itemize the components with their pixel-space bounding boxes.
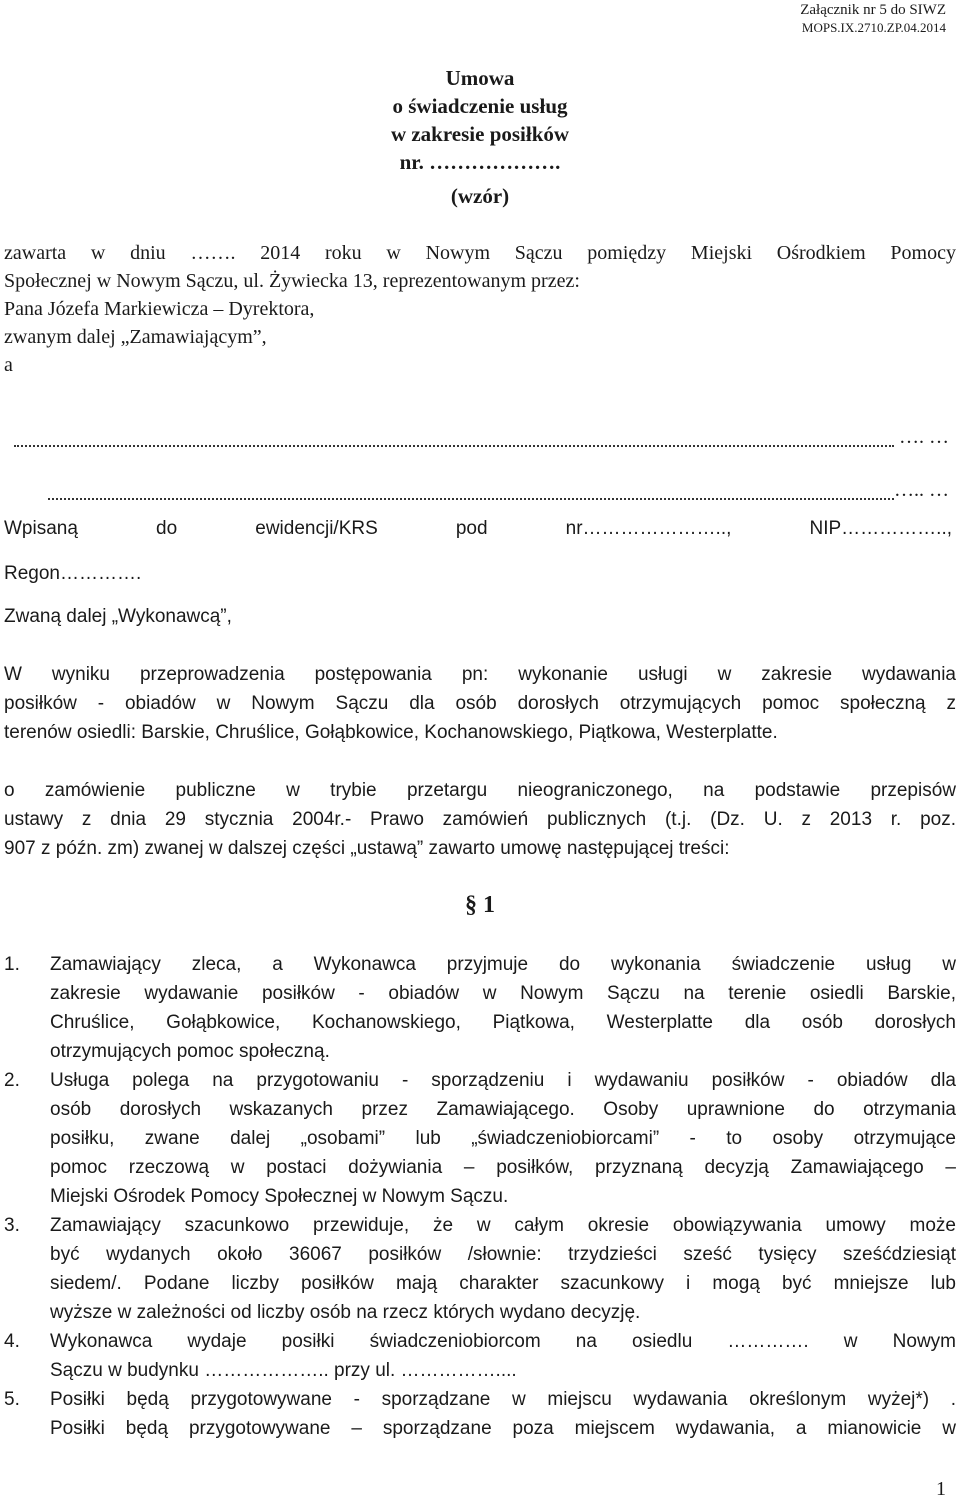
clause-line: Posiłki będą przygotowywane – sporządzane poza miejscem wydawania, a mianowicie w bbox=[50, 1418, 956, 1439]
intro-line: W wyniku przeprowadzenia postępowania pn: wykonanie usługi w zakresie wydawania bbox=[4, 664, 956, 685]
intro-line: posiłków - obiadów w Nowym Sączu dla osób dorosłych otrzymujących pomoc społeczną z bbox=[4, 693, 956, 714]
clause-line: otrzymujących pomoc społeczną. bbox=[50, 1041, 330, 1062]
title-line: (wzór) bbox=[450, 184, 510, 208]
attachment-label bbox=[800, 2, 946, 36]
parties-block bbox=[4, 239, 956, 379]
clause-line: Sączu w budynku ……………….. przy ul. …………….... bbox=[50, 1360, 517, 1381]
clause-line: wyższe w zależności od liczby osób na rzecz których wydano decyzję. bbox=[50, 1302, 641, 1323]
clause-line: Wykonawca wydaje posiłki świadczeniobiorcom na osiedlu …………. w Nowym bbox=[50, 1331, 956, 1352]
procurement-line: 907 z późn. zm) zwanej w dalszej części „ustawą” zawarto umowę następującej treści: bbox=[4, 838, 730, 859]
clause-line: Usługa polega na przygotowaniu - sporządzeniu i wydawaniu posiłków - obiadów dla bbox=[50, 1070, 956, 1091]
clause-line: Miejski Ośrodek Pomocy Społecznej w Nowym Sączu. bbox=[50, 1186, 509, 1207]
dotted-fill bbox=[48, 498, 894, 500]
contractor-definition: Zwaną dalej „Wykonawcą”, bbox=[4, 606, 232, 627]
clause-number: 2. bbox=[4, 1070, 20, 1091]
clause-line: Zamawiający szacunkowo przewiduje, że w całym okresie obowiązywania umowy może bbox=[50, 1215, 956, 1236]
clause-line: Zamawiający zleca, a Wykonawca przyjmuje do wykonania świadczenie usług w bbox=[50, 954, 956, 975]
clause-number: 3. bbox=[4, 1215, 20, 1236]
procurement-line: o zamówienie publiczne w trybie przetargu nieograniczonego, na podstawie przepisów bbox=[4, 780, 956, 801]
parties-line: a bbox=[4, 354, 13, 376]
contractor-blank-line bbox=[4, 426, 949, 454]
parties-line: Pana Józefa Markiewicza – Dyrektora, bbox=[4, 298, 315, 320]
clause-line: osób dorosłych wskazanych przez Zamawiającego. Osoby uprawnione do otrzymania bbox=[50, 1099, 956, 1120]
title-line: Umowa bbox=[445, 66, 515, 90]
clause-line: być wydanych około 36067 posiłków /słownie: trzydzieści sześć tysięcy sześćdziesiąt bbox=[50, 1244, 956, 1265]
parties-line: zawarta w dniu ……. 2014 roku w Nowym Sączu pomiędzy Miejski Ośrodkiem Pomocy bbox=[4, 242, 956, 264]
title-line: nr. ………………. bbox=[399, 150, 561, 174]
intro-paragraph bbox=[4, 660, 956, 747]
clause-line: zakresie wydawanie posiłków - obiadów w Nowym Sączu na terenie osiedli Barskie, bbox=[50, 983, 956, 1004]
blank-tail: …. … bbox=[899, 426, 949, 448]
clause-line: posiłku, zwane dalej „osobami” lub „świadczeniobiorcami” - to osoby otrzymujące bbox=[50, 1128, 956, 1149]
procurement-paragraph bbox=[4, 776, 956, 863]
procurement-line: ustawy z dnia 29 stycznia 2004r.- Prawo zamówień publicznych (t.j. (Dz. U. z 2013 r. poz. bbox=[4, 809, 956, 830]
attachment-title: Załącznik nr 5 do SIWZ bbox=[800, 2, 946, 18]
page-number: 1 bbox=[936, 1478, 946, 1500]
clause-line: Chruślice, Gołąbkowice, Kochanowskiego, Piątkowa, Westerplatte dla osób dorosłych bbox=[50, 1012, 956, 1033]
section-heading: § 1 bbox=[465, 892, 495, 918]
clause-line: siedem/. Podane liczby posiłków mają charakter szacunkowy i mogą być mniejsze lub bbox=[50, 1273, 956, 1294]
blank-tail: ….. … bbox=[894, 479, 949, 501]
document-title bbox=[0, 64, 960, 210]
clause-number: 1. bbox=[4, 954, 20, 975]
title-line: o świadczenie usług bbox=[392, 94, 568, 118]
clause-line: pomoc rzeczową w postaci dożywiania – posiłków, przyznaną decyzją Zamawiającego – bbox=[50, 1157, 956, 1178]
regon-line: Regon…………. bbox=[4, 563, 142, 584]
registry-line: Wpisaną do ewidencji/KRS pod nr………………….., NIP…………….., bbox=[4, 518, 952, 539]
parties-line: Społecznej w Nowym Sączu, ul. Żywiecka 13, reprezentowanym przez: bbox=[4, 270, 580, 292]
dotted-fill bbox=[14, 445, 894, 447]
clause-number: 5. bbox=[4, 1389, 20, 1410]
reference-number: MOPS.IX.2710.ZP.04.2014 bbox=[801, 20, 946, 35]
clause-line: Posiłki będą przygotowywane - sporządzane w miejscu wydawania określonym wyżej*) . bbox=[50, 1389, 956, 1410]
parties-line: zwanym dalej „Zamawiającym”, bbox=[4, 326, 267, 348]
clause-number: 4. bbox=[4, 1331, 20, 1352]
intro-line: terenów osiedli: Barskie, Chruślice, Gołąbkowice, Kochanowskiego, Piątkowa, Westerplatte. bbox=[4, 722, 778, 743]
title-line: w zakresie posiłków bbox=[390, 122, 570, 146]
contractor-blank-line bbox=[4, 479, 949, 507]
